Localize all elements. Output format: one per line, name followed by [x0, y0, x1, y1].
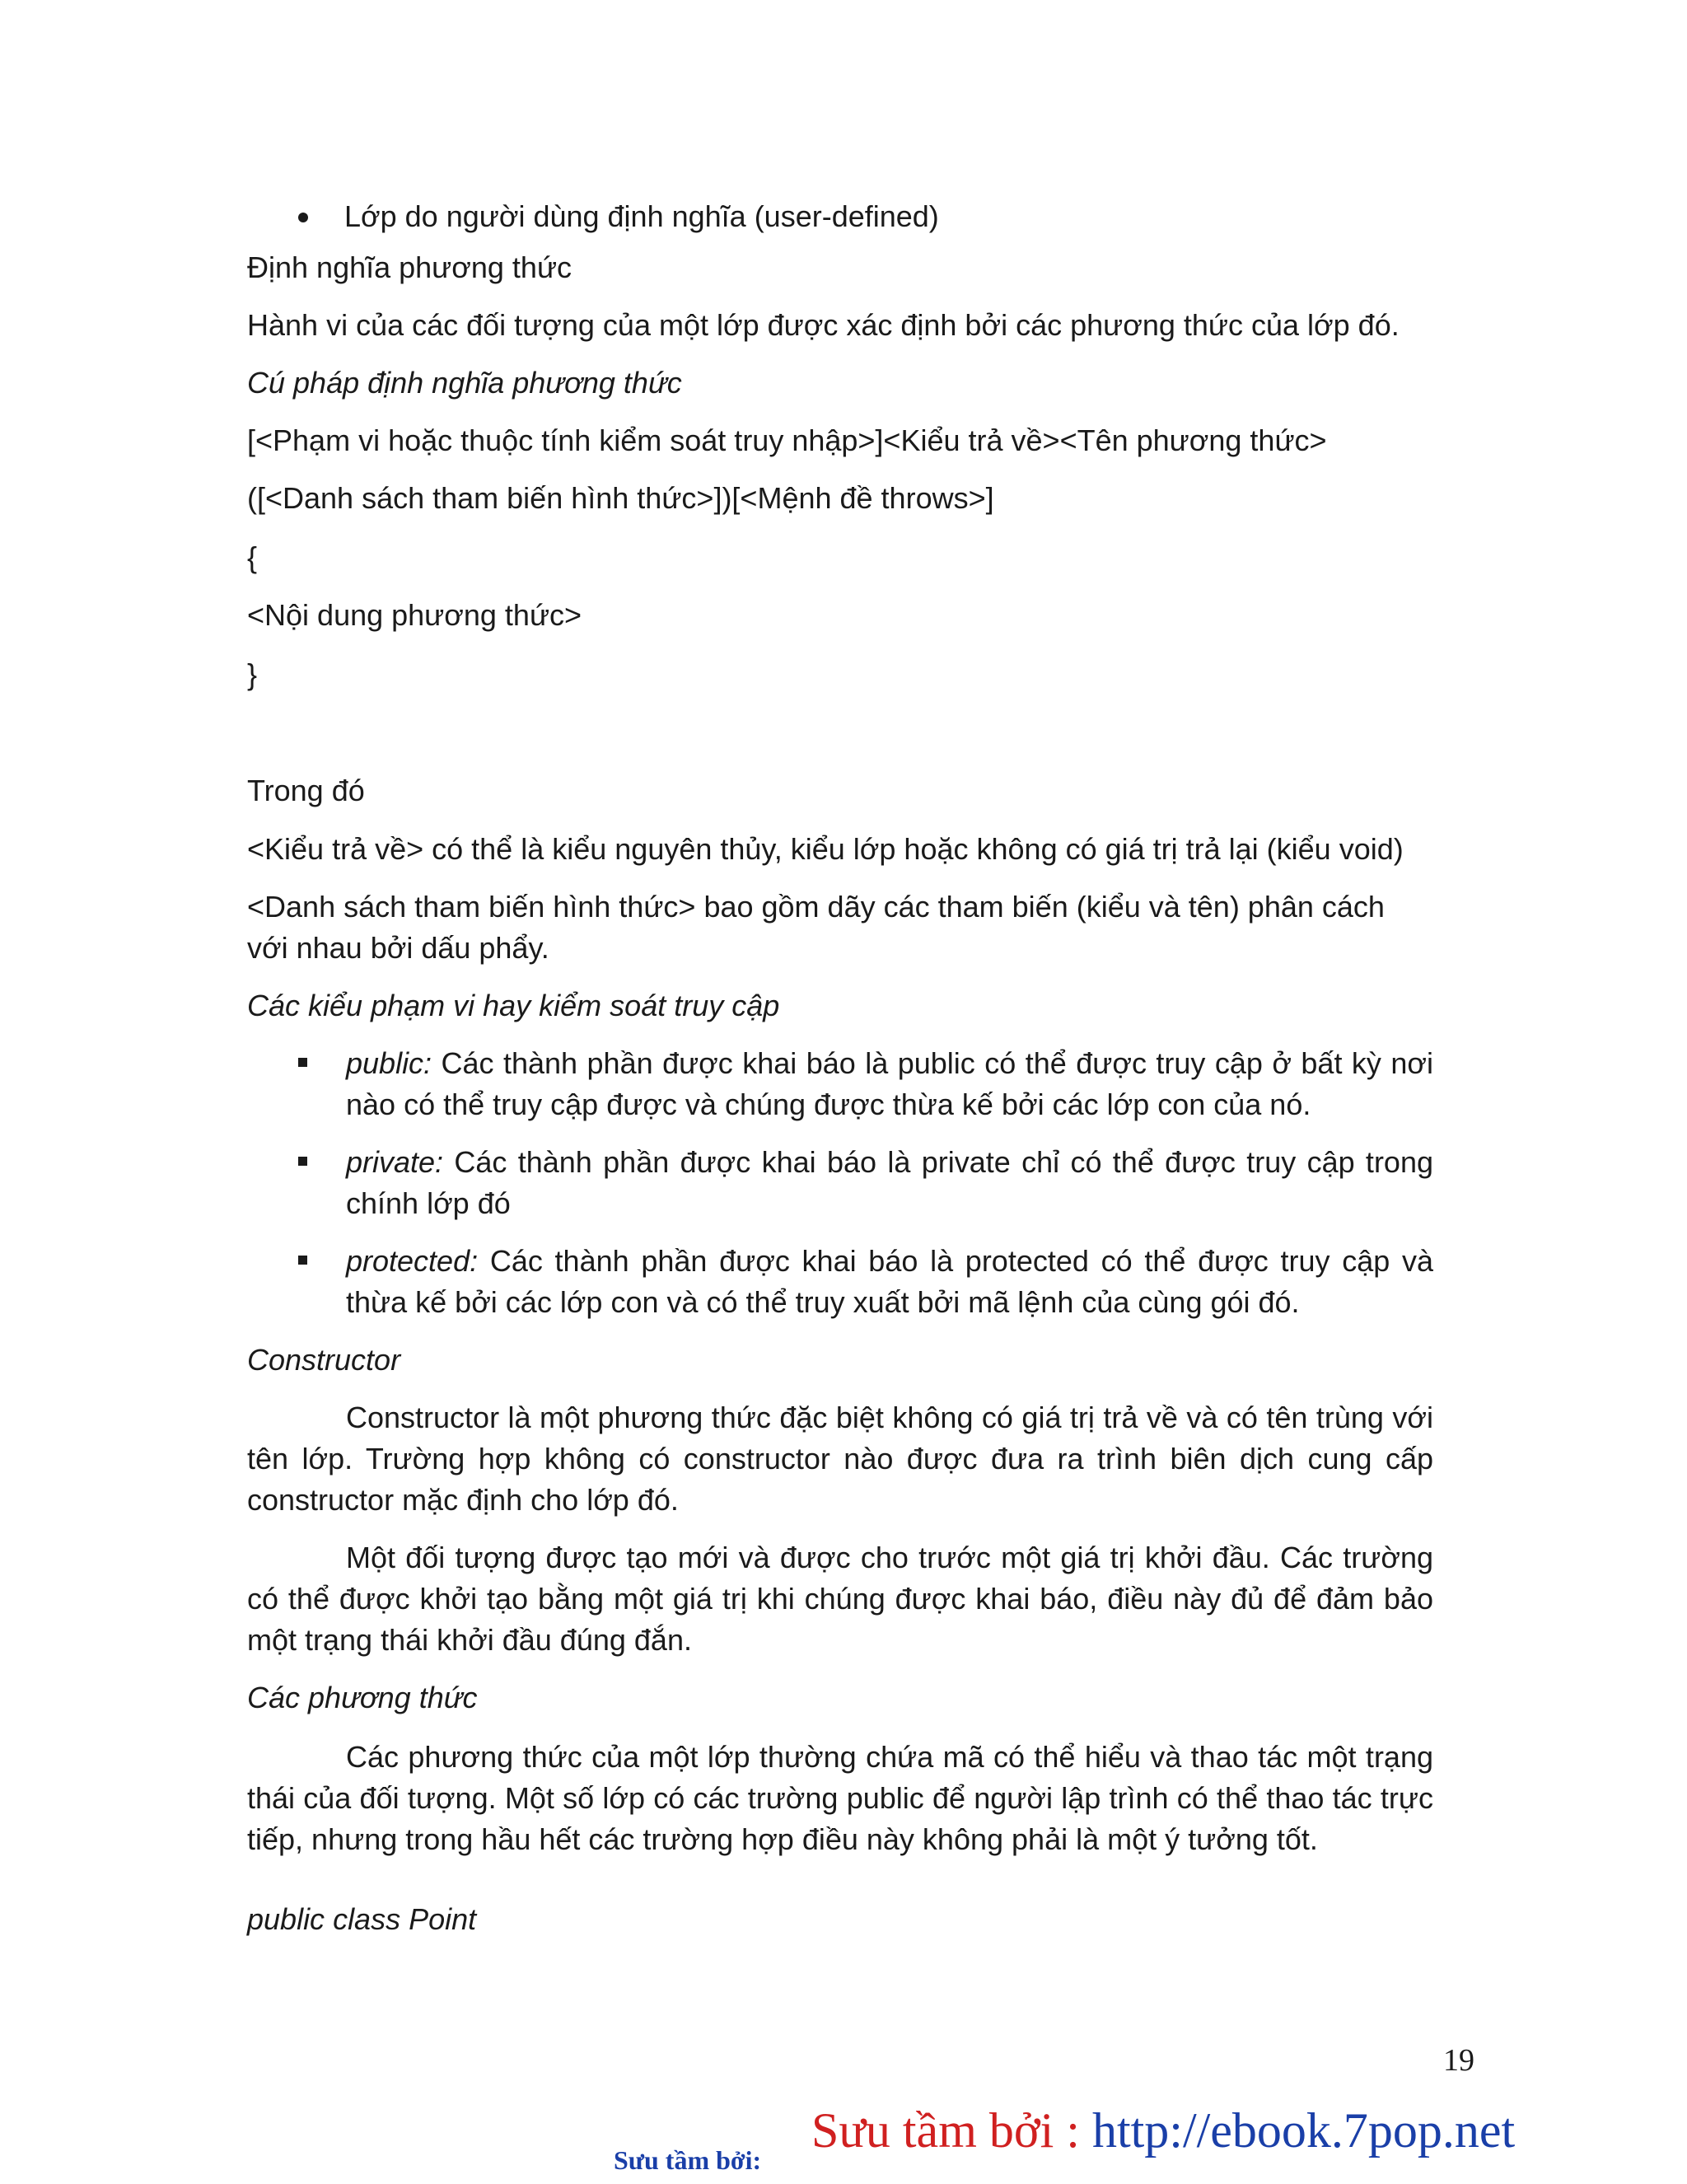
- bullet-square-icon: [298, 1058, 307, 1067]
- access-term: protected:: [346, 1244, 479, 1278]
- access-heading: Các kiểu phạm vi hay kiểm soát truy cập: [247, 989, 780, 1022]
- bullet-dot-icon: [298, 213, 308, 222]
- page-number: 19: [1443, 2043, 1474, 2078]
- footer-banner-label: Sưu tầm bởi :: [811, 2103, 1092, 2158]
- syntax-heading: Cú pháp định nghĩa phương thức: [247, 366, 682, 400]
- bullet-square-icon: [298, 1157, 307, 1166]
- footer-banner-url[interactable]: http://ebook.7pop.net: [1091, 2103, 1516, 2158]
- methods-heading: Các phương thức: [247, 1681, 478, 1714]
- bullet-square-icon: [298, 1256, 307, 1265]
- close-brace: }: [247, 657, 258, 691]
- method-body: <Nội dung phương thức>: [247, 598, 582, 632]
- access-term: public:: [346, 1046, 432, 1080]
- footer-credit-small: Sưu tầm bởi:: [614, 2145, 762, 2175]
- access-protected-item: [346, 1241, 1433, 1323]
- constructor-paragraph-2: Một đối tượng được tạo mới và được cho trước một giá trị khởi đầu. Các trường có thể được khởi tạo bằng một giá trị khi chúng được khai báo, điều này đủ để đảm bảo một trạng thái khởi đầu đúng đắn.: [247, 1541, 1433, 1657]
- method-definition-heading: Định nghĩa phương thức: [247, 250, 572, 284]
- public-class-point: public class Point: [247, 1902, 477, 1936]
- footer-banner: [811, 2099, 1515, 2162]
- where-label: Trong đó: [247, 774, 365, 807]
- syntax-line-2: ([<Danh sách tham biến hình thức>])[<Mệnh đề throws>]: [247, 481, 994, 515]
- constructor-heading: Constructor: [247, 1343, 401, 1377]
- access-description: Các thành phần được khai báo là private chỉ có thể được truy cập trong chính lớp đó: [346, 1145, 1433, 1220]
- methods-paragraph-1: Các phương thức của một lớp thường chứa mã có thể hiểu và thao tác một trạng thái của đối tượng. Một số lớp có các trường public để người lập trình có thể thao tác trực tiếp, nhưng trong hầu hết các trường hợp điều này không phải là một ý tưởng tốt.: [247, 1740, 1433, 1856]
- bullet-user-defined: Lớp do người dùng định nghĩa (user-defined): [344, 199, 939, 233]
- param-list-description: <Danh sách tham biến hình thức> bao gồm dãy các tham biến (kiểu và tên) phân cách với nhau bởi dấu phẩy.: [247, 890, 1385, 965]
- access-private-item: [346, 1142, 1433, 1224]
- access-public-item: [346, 1043, 1433, 1125]
- access-description: Các thành phần được khai báo là protected có thể được truy cập và thừa kế bởi các lớp con và có thể truy xuất bởi mã lệnh của cùng gói đó.: [346, 1244, 1433, 1319]
- return-type-description: <Kiểu trả về> có thể là kiểu nguyên thủy, kiểu lớp hoặc không có giá trị trả lại (kiểu void): [247, 832, 1404, 866]
- constructor-paragraph-1: Constructor là một phương thức đặc biệt không có giá trị trả về và có tên trùng với tên lớp. Trường hợp không có constructor nào được đưa ra trình biên dịch cung cấp constructor mặc định cho lớp đó.: [247, 1401, 1433, 1517]
- behavior-text: Hành vi của các đối tượng của một lớp được xác định bởi các phương thức của lớp đó.: [247, 308, 1400, 342]
- syntax-line-1: [<Phạm vi hoặc thuộc tính kiểm soát truy nhập>]<Kiểu trả về><Tên phương thức>: [247, 423, 1327, 457]
- access-description: Các thành phần được khai báo là public có thể được truy cập ở bất kỳ nơi nào có thể truy cập được và chúng được thừa kế bởi các lớp con của nó.: [346, 1046, 1433, 1121]
- access-term: private:: [346, 1145, 444, 1179]
- open-brace: {: [247, 540, 258, 574]
